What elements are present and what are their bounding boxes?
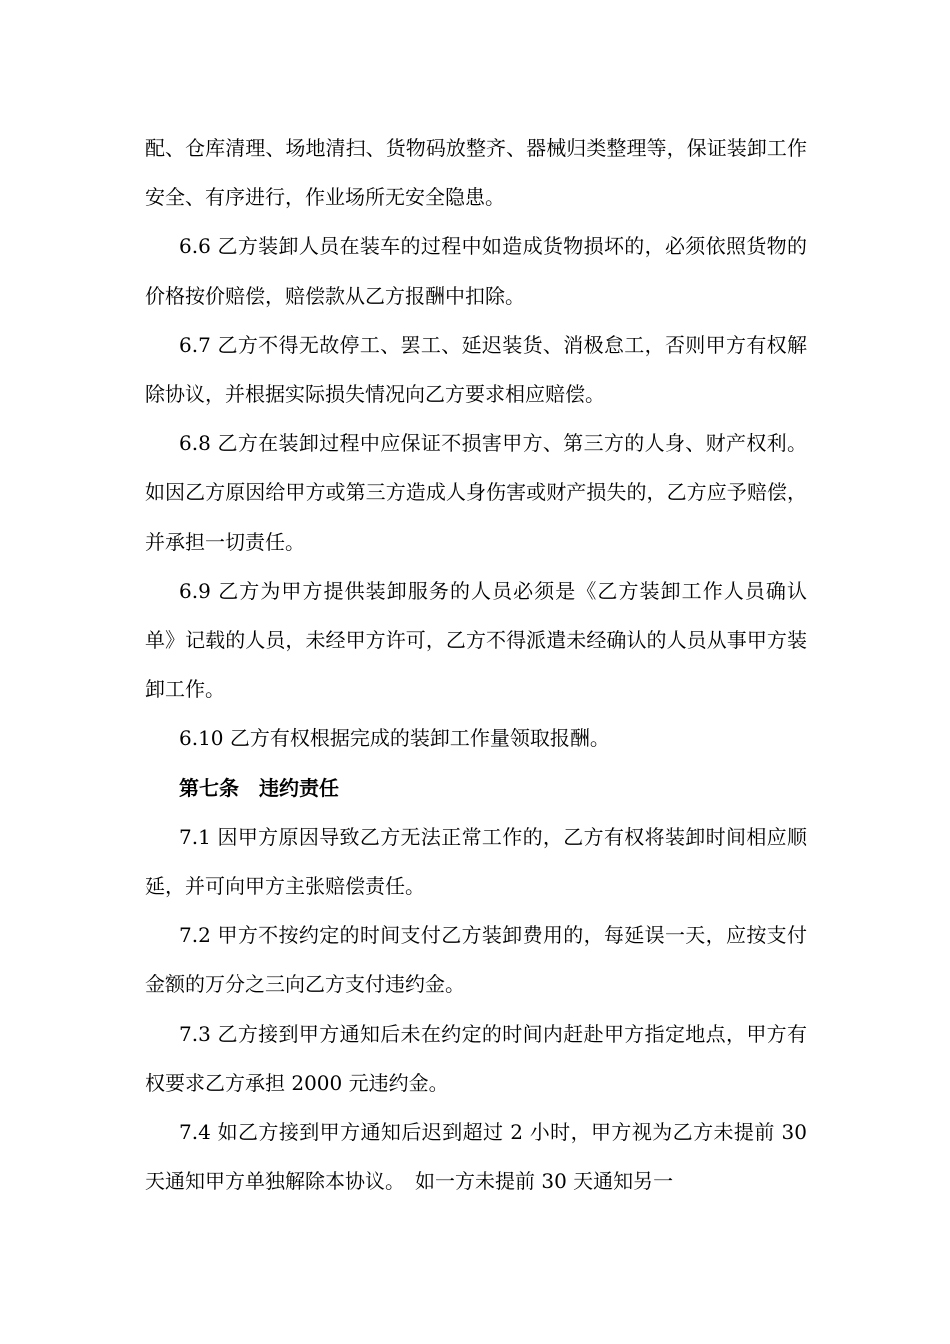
document-page [145, 124, 807, 1206]
paragraph-7-4: 7.4 如乙方接到甲方通知后迟到超过 2 小时，甲方视为乙方未提前 30 天通知甲方单独解除本协议。 如一方未提前 30 天通知另一 [145, 1120, 807, 1194]
paragraph-6-10: 6.10 乙方有权根据完成的装卸工作量领取报酬。 [179, 726, 610, 751]
section-heading-article-7: 第七条 违约责任 [179, 775, 339, 800]
paragraph-6-8: 6.8 乙方在装卸过程中应保证不损害甲方、第三方的人身、财产权利。如因乙方原因给甲方或第三方造成人身伤害或财产损失的，乙方应予赔偿，并承担一切责任。 [145, 431, 807, 554]
paragraph-7-2: 7.2 甲方不按约定的时间支付乙方装卸费用的，每延误一天，应按支付金额的万分之三向乙方支付违约金。 [145, 923, 807, 997]
paragraph-6-6: 6.6 乙方装卸人员在装车的过程中如造成货物损坏的，必须依照货物的价格按价赔偿，赔偿款从乙方报酬中扣除。 [145, 234, 807, 308]
paragraph-continuation: 配、仓库清理、场地清扫、货物码放整齐、器械归类整理等，保证装卸工作安全、有序进行，作业场所无安全隐患。 [145, 136, 807, 210]
paragraph-7-3: 7.3 乙方接到甲方通知后未在约定的时间内赶赴甲方指定地点，甲方有权要求乙方承担 2000 元违约金。 [145, 1021, 807, 1095]
paragraph-7-1: 7.1 因甲方原因导致乙方无法正常工作的，乙方有权将装卸时间相应顺延，并可向甲方主张赔偿责任。 [145, 824, 807, 899]
paragraph-6-9: 6.9 乙方为甲方提供装卸服务的人员必须是《乙方装卸工作人员确认单》记载的人员，未经甲方许可，乙方不得派遣未经确认的人员从事甲方装卸工作。 [145, 578, 807, 702]
paragraph-6-7: 6.7 乙方不得无故停工、罢工、延迟装货、消极怠工，否则甲方有权解除协议，并根据实际损失情况向乙方要求相应赔偿。 [145, 332, 807, 407]
